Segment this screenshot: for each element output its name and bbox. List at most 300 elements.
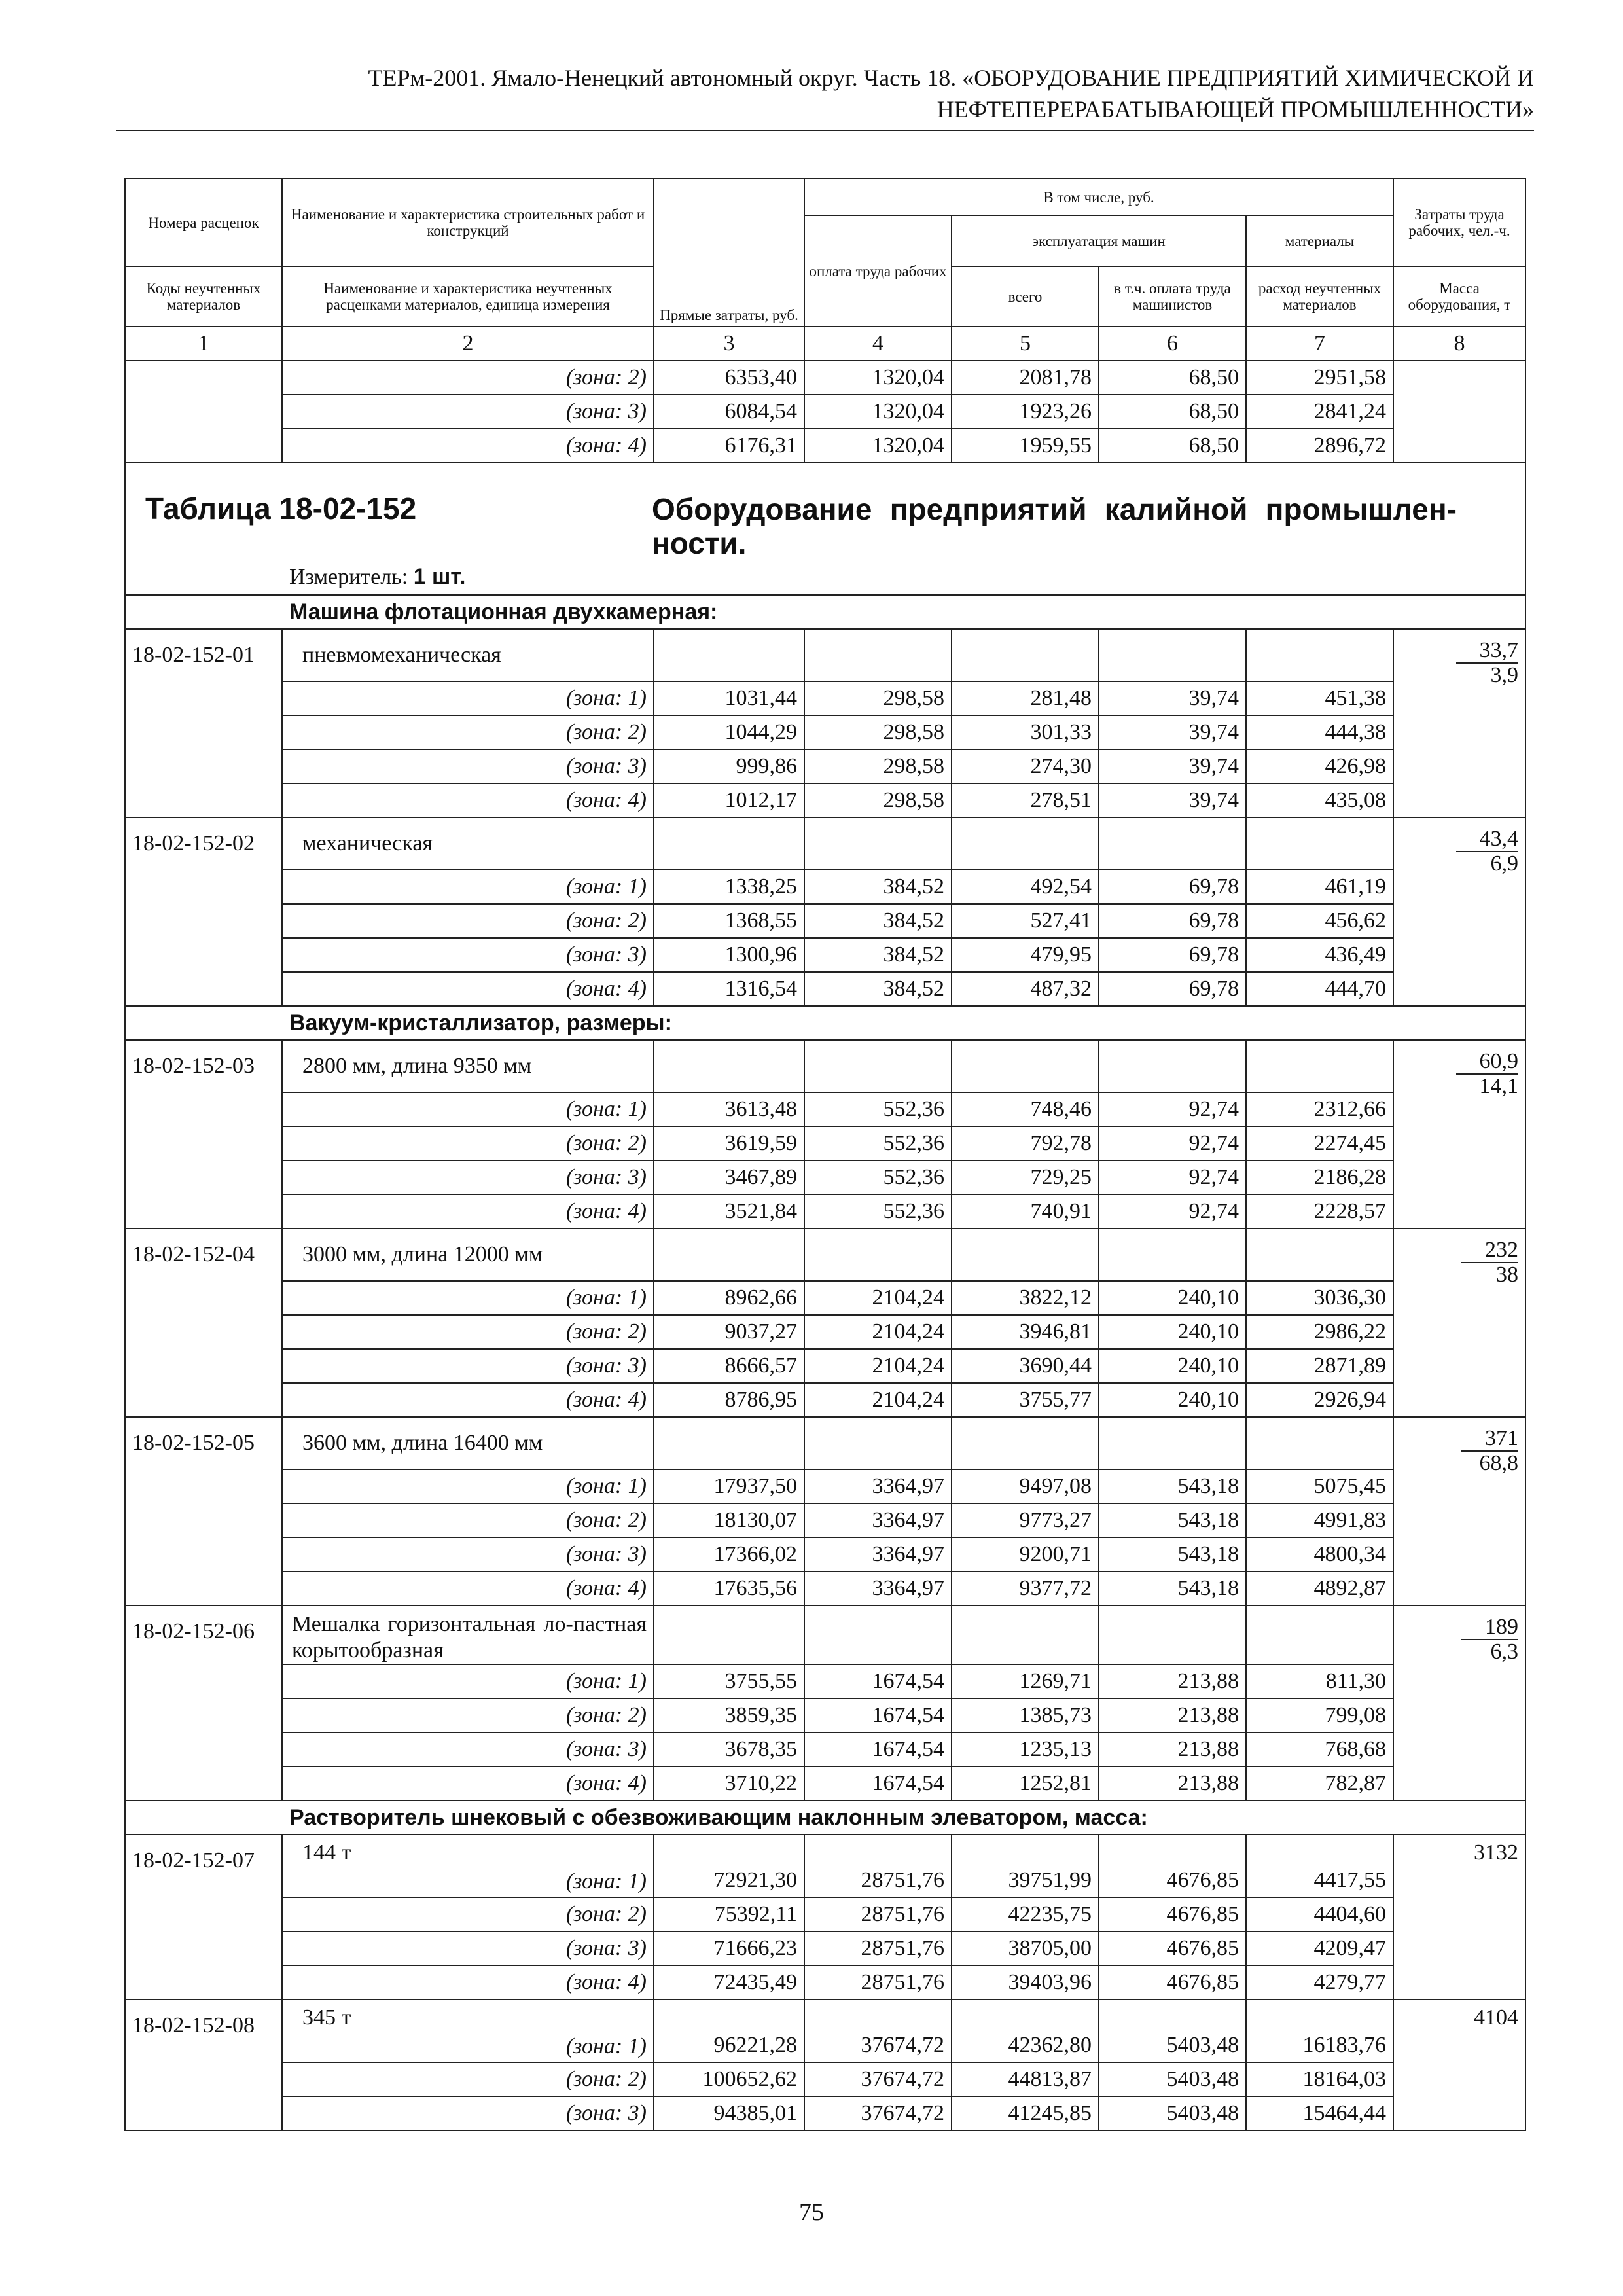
col-labor-costs: Затраты труда рабочих, чел.-ч. <box>1393 179 1525 266</box>
rate-name: 345 т <box>302 2005 351 2030</box>
direct-cost-cell: 1300,96 <box>654 938 804 972</box>
running-header <box>116 62 1534 125</box>
machine-total-cell: 301,33 <box>952 715 1099 749</box>
materials-cost-cell: 4991,83 <box>1246 1503 1393 1537</box>
rates-table <box>124 178 1526 2131</box>
materials-cost-cell: 2986,22 <box>1246 1315 1393 1349</box>
empty-cell <box>654 1417 804 1469</box>
zone-label: (зона: 1) <box>282 1664 654 1698</box>
zone-label: (зона: 4) <box>282 1194 654 1229</box>
rate-row <box>125 629 1525 681</box>
rate-code: 18-02-152-06 <box>125 1605 282 1801</box>
zone-label: (зона: 3) <box>282 749 654 783</box>
zone-row <box>125 870 1525 904</box>
measure <box>289 560 466 594</box>
empty-cell <box>804 629 952 681</box>
equipment-mass <box>1393 629 1525 817</box>
zone-row <box>125 1160 1525 1194</box>
zone-label: (зона: 3) <box>282 2096 654 2130</box>
zone-label: (зона: 1) <box>282 1281 654 1315</box>
empty-cell <box>654 1229 804 1281</box>
operator-pay-cell: 39,74 <box>1099 749 1246 783</box>
empty-cell <box>952 1605 1099 1664</box>
section-row <box>125 1801 1525 1835</box>
zone-row <box>125 1931 1525 1965</box>
section-title: Машина флотационная двухкамерная: <box>125 595 1525 629</box>
machine-total-cell: 9497,08 <box>952 1469 1099 1503</box>
table-heading <box>126 463 1525 594</box>
direct-cost-cell: 1368,55 <box>654 904 804 938</box>
mass-numerator: 232 <box>1461 1238 1518 1263</box>
direct-cost-cell: 3710,22 <box>654 1767 804 1801</box>
equipment-mass <box>1393 1040 1525 1229</box>
direct-cost-cell: 18130,07 <box>654 1503 804 1537</box>
mass-fraction <box>1456 827 1519 876</box>
zone-row <box>125 681 1525 715</box>
empty-cell <box>804 1605 952 1664</box>
zone-label: (зона: 1) <box>282 870 654 904</box>
column-number: 6 <box>1099 327 1246 361</box>
worker-pay-cell: 28751,76 <box>804 1897 952 1931</box>
materials-cost-cell: 426,98 <box>1246 749 1393 783</box>
zone-label: (зона: 4) <box>282 972 654 1006</box>
zone-row <box>125 1571 1525 1605</box>
mass-numerator: 43,4 <box>1456 827 1519 852</box>
mass-numerator: 189 <box>1461 1615 1518 1640</box>
zone-row <box>125 783 1525 817</box>
empty-cell <box>1099 1605 1246 1664</box>
zone-label: (зона: 4) <box>282 1767 654 1801</box>
operator-pay-cell: 240,10 <box>1099 1315 1246 1349</box>
direct-cost-cell: 1012,17 <box>654 783 804 817</box>
worker-pay-cell: 37674,72 <box>804 2000 952 2062</box>
column-number: 8 <box>1393 327 1525 361</box>
empty-cell <box>952 1229 1099 1281</box>
mass-denominator: 3,9 <box>1490 663 1519 687</box>
worker-pay-cell: 1674,54 <box>804 1767 952 1801</box>
materials-cost-cell: 4800,34 <box>1246 1537 1393 1571</box>
zone-row <box>125 1469 1525 1503</box>
empty-cell <box>952 817 1099 870</box>
col-worker-pay: оплата труда рабочих <box>804 215 952 327</box>
operator-pay-cell: 39,74 <box>1099 715 1246 749</box>
operator-pay-cell: 240,10 <box>1099 1281 1246 1315</box>
operator-pay-cell: 5403,48 <box>1099 2096 1246 2130</box>
code-cell <box>125 361 282 395</box>
zone-row <box>125 904 1525 938</box>
materials-cost-cell: 435,08 <box>1246 783 1393 817</box>
operator-pay-cell: 4676,85 <box>1099 1931 1246 1965</box>
mass-denominator: 38 <box>1496 1263 1519 1287</box>
empty-cell <box>1246 1229 1393 1281</box>
zone-row <box>125 1503 1525 1537</box>
worker-pay-cell: 2104,24 <box>804 1281 952 1315</box>
empty-cell <box>1099 1417 1246 1469</box>
rate-row <box>125 1040 1525 1092</box>
mass-cell <box>1393 429 1525 463</box>
direct-cost-cell: 96221,28 <box>654 2000 804 2062</box>
operator-pay-cell: 4676,85 <box>1099 1835 1246 1897</box>
direct-cost-cell: 3678,35 <box>654 1732 804 1767</box>
col-equipment-mass: Масса оборудования, т <box>1393 266 1525 327</box>
col-operator-pay: в т.ч. оплата труда машинистов <box>1099 266 1246 327</box>
empty-cell <box>804 1229 952 1281</box>
materials-cost-cell: 2312,66 <box>1246 1092 1393 1126</box>
worker-pay-cell: 3364,97 <box>804 1537 952 1571</box>
machine-total-cell: 39751,99 <box>952 1835 1099 1897</box>
machine-total-cell: 42235,75 <box>952 1897 1099 1931</box>
empty-cell <box>804 1417 952 1469</box>
empty-cell <box>1246 629 1393 681</box>
rate-name: Мешалка горизонтальная ло-пастная корытообразная <box>282 1605 654 1664</box>
measure-label: Измеритель: <box>289 565 408 589</box>
empty-cell <box>654 629 804 681</box>
machine-total-cell: 792,78 <box>952 1126 1099 1160</box>
zone-row <box>125 972 1525 1006</box>
worker-pay-cell: 1674,54 <box>804 1698 952 1732</box>
zone-row <box>125 2062 1525 2096</box>
materials-cost-cell: 4892,87 <box>1246 1571 1393 1605</box>
machine-total-cell: 9200,71 <box>952 1537 1099 1571</box>
rate-name: 3000 мм, длина 12000 мм <box>282 1229 654 1281</box>
empty-cell <box>804 1040 952 1092</box>
materials-cost-cell: 461,19 <box>1246 870 1393 904</box>
column-number: 3 <box>654 327 804 361</box>
materials-cost-cell: 436,49 <box>1246 938 1393 972</box>
zone-row <box>125 2096 1525 2130</box>
column-number: 7 <box>1246 327 1393 361</box>
mass-denominator: 68,8 <box>1479 1451 1519 1475</box>
empty-cell <box>1246 1417 1393 1469</box>
rate-code: 18-02-152-05 <box>125 1417 282 1605</box>
column-number: 2 <box>282 327 654 361</box>
direct-cost-cell: 17366,02 <box>654 1537 804 1571</box>
direct-cost-cell: 3467,89 <box>654 1160 804 1194</box>
column-number: 1 <box>125 327 282 361</box>
carryover-row <box>125 395 1525 429</box>
worker-pay-cell: 384,52 <box>804 938 952 972</box>
mass-fraction <box>1461 1238 1518 1287</box>
mass-fraction <box>1461 1615 1518 1664</box>
materials-cost-cell: 16183,76 <box>1246 2000 1393 2062</box>
zone-label: (зона: 1) <box>282 1469 654 1503</box>
col-material-name: Наименование и характеристика неучтенных расценками материалов, единица измерения <box>282 266 654 327</box>
worker-pay-cell: 1674,54 <box>804 1732 952 1767</box>
direct-cost-cell: 71666,23 <box>654 1931 804 1965</box>
machine-total-cell: 1269,71 <box>952 1664 1099 1698</box>
materials-cost-cell: 2274,45 <box>1246 1126 1393 1160</box>
machine-total-cell: 740,91 <box>952 1194 1099 1229</box>
direct-cost-cell: 3619,59 <box>654 1126 804 1160</box>
rate-row <box>125 1835 1525 1897</box>
materials-cost-cell: 2228,57 <box>1246 1194 1393 1229</box>
direct-cost-cell: 1316,54 <box>654 972 804 1006</box>
section-title: Растворитель шнековый с обезвоживающим наклонным элеватором, масса: <box>125 1801 1525 1835</box>
zone-row <box>125 1698 1525 1732</box>
direct-cost-cell: 9037,27 <box>654 1315 804 1349</box>
empty-cell <box>1246 1040 1393 1092</box>
zone-label: (зона: 2) <box>282 1315 654 1349</box>
col-total: всего <box>952 266 1099 327</box>
operator-pay-cell: 213,88 <box>1099 1664 1246 1698</box>
zone-label: (зона: 3) <box>282 1160 654 1194</box>
direct-cost-cell: 1044,29 <box>654 715 804 749</box>
operator-pay-cell: 92,74 <box>1099 1194 1246 1229</box>
zone-row <box>125 1281 1525 1315</box>
measure-value: 1 шт. <box>413 564 466 589</box>
direct-cost-cell: 3521,84 <box>654 1194 804 1229</box>
rate-name-cell <box>282 1835 654 1897</box>
empty-cell <box>1099 629 1246 681</box>
worker-pay-cell: 552,36 <box>804 1160 952 1194</box>
zone-label: (зона: 3) <box>282 1349 654 1383</box>
direct-cost-cell: 17937,50 <box>654 1469 804 1503</box>
operator-pay-cell: 543,18 <box>1099 1571 1246 1605</box>
col-machine-operation: эксплуатация машин <box>952 215 1246 266</box>
operator-pay-cell: 39,74 <box>1099 783 1246 817</box>
empty-cell <box>1099 1040 1246 1092</box>
operator-pay-cell: 68,50 <box>1099 361 1246 395</box>
direct-cost-cell: 17635,56 <box>654 1571 804 1605</box>
machine-total-cell: 39403,96 <box>952 1965 1099 2000</box>
rate-name: пневмомеханическая <box>282 629 654 681</box>
zone-label: (зона: 3) <box>282 938 654 972</box>
materials-cost-cell: 456,62 <box>1246 904 1393 938</box>
worker-pay-cell: 1674,54 <box>804 1664 952 1698</box>
machine-total-cell: 492,54 <box>952 870 1099 904</box>
empty-cell <box>654 1605 804 1664</box>
empty-cell <box>952 629 1099 681</box>
rate-code: 18-02-152-08 <box>125 2000 282 2130</box>
zone-row <box>125 1664 1525 1698</box>
zone-row <box>125 1092 1525 1126</box>
zone-label: (зона: 2) <box>282 1126 654 1160</box>
operator-pay-cell: 69,78 <box>1099 938 1246 972</box>
worker-pay-cell: 384,52 <box>804 972 952 1006</box>
mass-fraction <box>1461 1427 1518 1475</box>
worker-pay-cell: 384,52 <box>804 904 952 938</box>
column-number: 4 <box>804 327 952 361</box>
equipment-mass <box>1393 1417 1525 1605</box>
direct-cost-cell: 8786,95 <box>654 1383 804 1417</box>
rate-row <box>125 1605 1525 1664</box>
zone-row <box>125 1126 1525 1160</box>
worker-pay-cell: 3364,97 <box>804 1571 952 1605</box>
machine-total-cell: 3822,12 <box>952 1281 1099 1315</box>
direct-cost-cell: 3613,48 <box>654 1092 804 1126</box>
machine-total-cell: 9377,72 <box>952 1571 1099 1605</box>
worker-pay-cell: 37674,72 <box>804 2096 952 2130</box>
mass-numerator: 371 <box>1461 1427 1518 1452</box>
operator-pay-cell: 213,88 <box>1099 1732 1246 1767</box>
machine-total-cell: 479,95 <box>952 938 1099 972</box>
column-number: 5 <box>952 327 1099 361</box>
zone-row <box>125 749 1525 783</box>
rate-code: 18-02-152-02 <box>125 817 282 1006</box>
direct-cost-cell: 1031,44 <box>654 681 804 715</box>
carryover-row <box>125 429 1525 463</box>
table-title: Оборудование предприятий калийной промышлен-ности. <box>652 492 1457 560</box>
code-cell <box>125 395 282 429</box>
machine-total-cell: 274,30 <box>952 749 1099 783</box>
materials-cost-cell: 4404,60 <box>1246 1897 1393 1931</box>
operator-pay-cell: 92,74 <box>1099 1160 1246 1194</box>
worker-pay-cell: 298,58 <box>804 681 952 715</box>
empty-cell <box>654 817 804 870</box>
materials-cost-cell: 782,87 <box>1246 1767 1393 1801</box>
zone-label: (зона: 4) <box>282 783 654 817</box>
worker-pay-cell: 2104,24 <box>804 1349 952 1383</box>
operator-pay-cell: 543,18 <box>1099 1537 1246 1571</box>
machine-total-cell: 278,51 <box>952 783 1099 817</box>
worker-pay-cell: 1320,04 <box>804 429 952 463</box>
direct-cost-cell: 75392,11 <box>654 1897 804 1931</box>
mass-denominator: 6,9 <box>1490 852 1519 876</box>
zone-label: (зона: 1) <box>565 2034 647 2058</box>
rate-name: 3600 мм, длина 16400 мм <box>282 1417 654 1469</box>
worker-pay-cell: 1320,04 <box>804 361 952 395</box>
header-rule <box>116 130 1534 131</box>
zone-row <box>125 1897 1525 1931</box>
zone-label: (зона: 2) <box>282 2062 654 2096</box>
rate-row <box>125 1417 1525 1469</box>
materials-cost-cell: 4209,47 <box>1246 1931 1393 1965</box>
table-heading-row <box>125 463 1525 595</box>
mass-cell <box>1393 395 1525 429</box>
rate-code: 18-02-152-01 <box>125 629 282 817</box>
rates-table-body <box>125 179 1525 2130</box>
rate-name: 144 т <box>302 1840 351 1865</box>
section-title: Вакуум-кристаллизатор, размеры: <box>125 1006 1525 1040</box>
mass-numerator: 60,9 <box>1456 1050 1519 1075</box>
zone-row <box>125 1383 1525 1417</box>
equipment-mass <box>1393 1605 1525 1801</box>
operator-pay-cell: 69,78 <box>1099 972 1246 1006</box>
zone-label: (зона: 1) <box>565 1869 647 1893</box>
mass-fraction <box>1456 1050 1519 1098</box>
zone-label: (зона: 4) <box>282 1571 654 1605</box>
worker-pay-cell: 298,58 <box>804 715 952 749</box>
materials-cost-cell: 2186,28 <box>1246 1160 1393 1194</box>
table-heading-cell <box>125 463 1525 595</box>
worker-pay-cell: 298,58 <box>804 749 952 783</box>
operator-pay-cell: 92,74 <box>1099 1126 1246 1160</box>
col-material-usage: расход неучтенных материалов <box>1246 266 1393 327</box>
materials-cost-cell: 4417,55 <box>1246 1835 1393 1897</box>
col-work-name: Наименование и характеристика строительных работ и конструкций <box>282 179 654 266</box>
worker-pay-cell: 2104,24 <box>804 1315 952 1349</box>
empty-cell <box>1246 817 1393 870</box>
worker-pay-cell: 28751,76 <box>804 1835 952 1897</box>
empty-cell <box>952 1040 1099 1092</box>
materials-cost-cell: 2896,72 <box>1246 429 1393 463</box>
operator-pay-cell: 4676,85 <box>1099 1897 1246 1931</box>
machine-total-cell: 9773,27 <box>952 1503 1099 1537</box>
empty-cell <box>654 1040 804 1092</box>
table-number: Таблица 18-02-152 <box>145 492 417 526</box>
rate-name-cell <box>282 2000 654 2062</box>
machine-total-cell: 3755,77 <box>952 1383 1099 1417</box>
worker-pay-cell: 552,36 <box>804 1126 952 1160</box>
operator-pay-cell: 5403,48 <box>1099 2000 1246 2062</box>
zone-label: (зона: 4) <box>282 429 654 463</box>
zone-label: (зона: 3) <box>282 1537 654 1571</box>
operator-pay-cell: 543,18 <box>1099 1503 1246 1537</box>
zone-row <box>125 1767 1525 1801</box>
mass-denominator: 14,1 <box>1479 1074 1519 1098</box>
worker-pay-cell: 298,58 <box>804 783 952 817</box>
rate-name: 2800 мм, длина 9350 мм <box>282 1040 654 1092</box>
zone-row <box>125 1965 1525 2000</box>
operator-pay-cell: 543,18 <box>1099 1469 1246 1503</box>
rate-row <box>125 2000 1525 2062</box>
zone-label: (зона: 2) <box>282 1698 654 1732</box>
worker-pay-cell: 3364,97 <box>804 1503 952 1537</box>
zone-row <box>125 1315 1525 1349</box>
section-row <box>125 595 1525 629</box>
materials-cost-cell: 444,70 <box>1246 972 1393 1006</box>
column-numbers-row <box>125 327 1525 361</box>
mass-fraction <box>1456 639 1519 687</box>
machine-total-cell: 3946,81 <box>952 1315 1099 1349</box>
mass-numerator: 33,7 <box>1456 639 1519 664</box>
materials-cost-cell: 2951,58 <box>1246 361 1393 395</box>
rate-code: 18-02-152-07 <box>125 1835 282 2000</box>
worker-pay-cell: 28751,76 <box>804 1931 952 1965</box>
machine-total-cell: 1252,81 <box>952 1767 1099 1801</box>
operator-pay-cell: 39,74 <box>1099 681 1246 715</box>
direct-cost-cell: 100652,62 <box>654 2062 804 2096</box>
operator-pay-cell: 240,10 <box>1099 1349 1246 1383</box>
worker-pay-cell: 28751,76 <box>804 1965 952 2000</box>
operator-pay-cell: 68,50 <box>1099 429 1246 463</box>
zone-label: (зона: 4) <box>282 1383 654 1417</box>
machine-total-cell: 41245,85 <box>952 2096 1099 2130</box>
materials-cost-cell: 2871,89 <box>1246 1349 1393 1383</box>
operator-pay-cell: 4676,85 <box>1099 1965 1246 2000</box>
materials-cost-cell: 811,30 <box>1246 1664 1393 1698</box>
section-row <box>125 1006 1525 1040</box>
worker-pay-cell: 2104,24 <box>804 1383 952 1417</box>
col-rate-numbers: Номера расценок <box>125 179 282 266</box>
running-header-line-2: НЕФТЕПЕРЕРАБАТЫВАЮЩЕЙ ПРОМЫШЛЕННОСТИ» <box>936 96 1534 122</box>
running-header-line-1: ТЕРм-2001. Ямало-Ненецкий автономный округ. Часть 18. «ОБОРУДОВАНИЕ ПРЕДПРИЯТИЙ ХИМИЧЕСКОЙ И <box>368 65 1534 91</box>
machine-total-cell: 3690,44 <box>952 1349 1099 1383</box>
direct-cost-cell: 3859,35 <box>654 1698 804 1732</box>
materials-cost-cell: 18164,03 <box>1246 2062 1393 2096</box>
materials-cost-cell: 4279,77 <box>1246 1965 1393 2000</box>
machine-total-cell: 748,46 <box>952 1092 1099 1126</box>
machine-total-cell: 487,32 <box>952 972 1099 1006</box>
zone-row <box>125 1537 1525 1571</box>
direct-cost-cell: 6176,31 <box>654 429 804 463</box>
machine-total-cell: 44813,87 <box>952 2062 1099 2096</box>
direct-cost-cell: 8962,66 <box>654 1281 804 1315</box>
operator-pay-cell: 68,50 <box>1099 395 1246 429</box>
empty-cell <box>804 817 952 870</box>
direct-cost-cell: 6353,40 <box>654 361 804 395</box>
zone-row <box>125 1349 1525 1383</box>
materials-cost-cell: 15464,44 <box>1246 2096 1393 2130</box>
equipment-mass <box>1393 817 1525 1006</box>
mass-cell <box>1393 361 1525 395</box>
empty-cell <box>1246 1605 1393 1664</box>
rate-row <box>125 1229 1525 1281</box>
worker-pay-cell: 552,36 <box>804 1194 952 1229</box>
operator-pay-cell: 240,10 <box>1099 1383 1246 1417</box>
worker-pay-cell: 37674,72 <box>804 2062 952 2096</box>
machine-total-cell: 1235,13 <box>952 1732 1099 1767</box>
